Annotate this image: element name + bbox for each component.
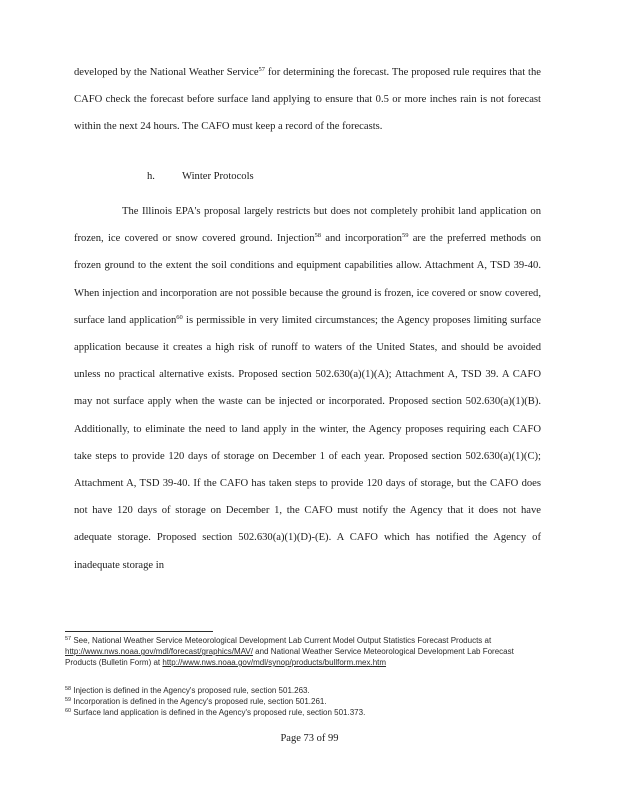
footnote-text: See, National Weather Service Meteorological Development Lab Current Model Output Statistics Forecast Products at [71,636,492,645]
paragraph-forecast [74,59,541,141]
footnote-number: 60 [65,708,72,714]
paragraph-text: The Illinois EPA's proposal largely restricts but does not completely prohibit land application on frozen, ice covered or snow covered ground. Injection [74,206,541,245]
paragraph-text: and incorporation [321,233,402,245]
footnote-text: and National Weather Service Meteorological Development Lab Forecast Products (Bulletin Form) at [65,647,514,667]
footnote-60 [65,707,543,718]
paragraph-winter-protocols [74,198,541,579]
footnote-ref-57[interactable]: 57 [258,66,266,73]
footnote-59 [65,696,543,707]
paragraph-text: are the preferred methods on frozen ground to the extent the soil conditions and equipment capabilities allow. Attachment A, TSD 39-40. When injection and incorporation are not possible because the ground is frozen, ice covered or snow covered, surface land application [74,233,541,326]
section-letter: h. [147,171,155,182]
page-number: Page 73 of 99 [280,733,339,744]
footnote-number: 57 [65,636,72,642]
footnote-number: 58 [65,686,72,692]
footnote-link-bullform[interactable]: http://www.nws.noaa.gov/mdl/synop/products/bullform.mex.htm [162,658,387,667]
footnote-ref-58[interactable]: 58 [314,232,322,240]
footnote-ref-59[interactable]: 59 [401,232,409,240]
footnote-link-mav[interactable]: http://www.nws.noaa.gov/mdl/forecast/graphics/MAV/ [65,647,253,656]
footnote-58 [65,685,543,696]
footnote-divider [65,631,213,632]
section-title: Winter Protocols [182,171,254,182]
paragraph-text: for determining the forecast. The proposed rule requires that the CAFO check the forecast before surface land applying to ensure that 0.5 or more inches rain is not forecast within the next 24 hours. The CAFO must keep a record of the forecasts. [74,67,541,133]
footnote-57 [65,635,543,668]
footnote-text: Surface land application is defined in the Agency's proposed rule, section 501.373. [71,708,366,717]
section-heading [147,171,254,182]
footnote-number: 59 [65,697,72,703]
footnote-text: Incorporation is defined in the Agency's proposed rule, section 501.261. [71,697,327,706]
footnote-ref-60[interactable]: 60 [176,313,183,321]
footnote-text: Injection is defined in the Agency's proposed rule, section 501.263. [71,686,310,695]
paragraph-text: developed by the National Weather Service [74,67,259,78]
paragraph-text: is permissible in very limited circumstances; the Agency proposes limiting surface application because it creates a high risk of runoff to waters of the United States, and should be avoided unless no practical alternative exists. Proposed section 502.630(a)(1)(A); Attachment A, TSD 39. A CAFO may not surface apply when the waste can be injected or incorporated. Proposed section 502.630(a)(1)(B). Additionally, to eliminate the need to land apply in the winter, the Agency proposes requiring each CAFO take steps to provide 120 days of storage on December 1 of each year. Proposed section 502.630(a)(1)(C); Attachment A, TSD 39-40. If the CAFO has taken steps to provide 120 days of storage, but the CAFO does not have 120 days of storage on December 1, the CAFO must notify the Agency that it does not have adequate storage. Proposed section 502.630(a)(1)(D)-(E). A CAFO which has notified the Agency of inadequate storage in [74,314,541,571]
